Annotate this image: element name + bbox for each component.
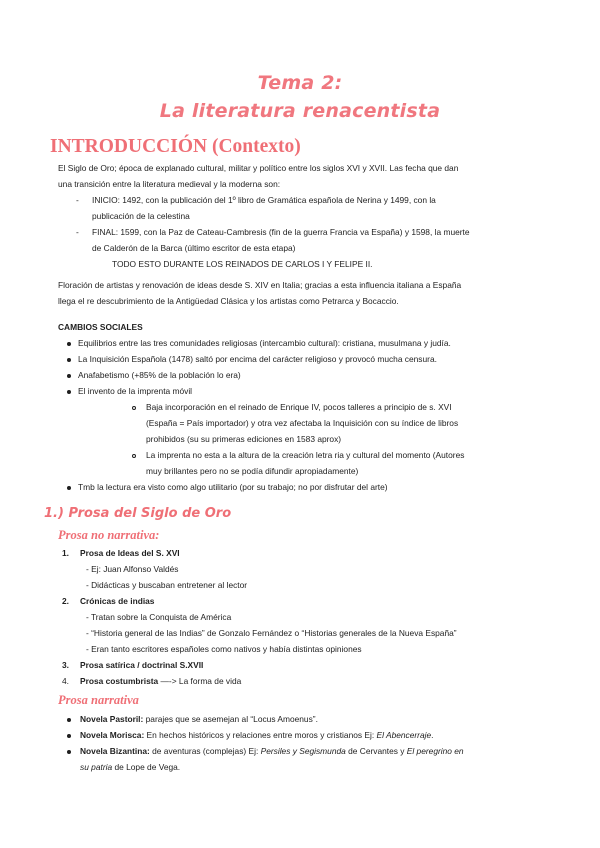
cronicas-detail-2: - “Historia general de las Indias” de Gonzalo Fernández o “Historias generales de la Nueva España”	[86, 628, 457, 638]
list-number: 2.	[62, 596, 69, 606]
inicio-line-1: INICIO: 1492, con la publicación del 1º libro de Gramática española de Nerina y 1499, con la	[92, 195, 436, 205]
novela-morisca-item	[80, 728, 433, 744]
prosa-costumbrista-line	[80, 674, 241, 690]
intro-heading: INTRODUCCIÓN (Contexto)	[50, 136, 301, 157]
novela-bizantina-end: de Lope de Vega.	[112, 762, 181, 772]
prosa-ideas-detail-1: - Ej: Juan Alfonso Valdés	[86, 564, 179, 574]
cambios-item: Anafabetismo (+85% de la población lo era)	[78, 370, 241, 380]
prosa-satirica-title: Prosa satírica / doctrinal S.XVII	[80, 660, 204, 670]
prosa-heading: 1.) Prosa del Siglo de Oro	[44, 506, 232, 521]
final-line-1: FINAL: 1599, con la Paz de Cateau-Cambresis (fin de la guerra Francia va España) y 1598, la muerte	[92, 227, 470, 237]
prosa-costumbrista-title: Prosa costumbrista	[80, 676, 159, 686]
list-number: 1.	[62, 548, 69, 558]
reinados-note: TODO ESTO DURANTE LOS REINADOS DE CARLOS I Y FELIPE II.	[112, 259, 373, 269]
novela-bizantina-desc: de aventuras (complejas) Ej:	[149, 746, 261, 756]
bullet-icon	[67, 750, 71, 754]
prosa-ideas-title: Prosa de Ideas del S. XVI	[80, 548, 180, 558]
cronicas-detail-1: - Tratan sobre la Conquista de América	[86, 612, 232, 622]
final-line-2: de Calderón de la Barca (último escritor de esta etapa)	[92, 243, 296, 253]
bullet-icon	[67, 374, 71, 378]
bullet-icon	[67, 718, 71, 722]
peregrino-work-part-1: El peregrino en	[406, 746, 464, 756]
novela-bizantina-mid: de Cervantes y	[345, 746, 407, 756]
dash-marker: -	[76, 227, 79, 237]
imprenta-sub-2-line-2: muy brillantes pero no se podía difundir apropiadamente)	[146, 466, 359, 476]
sub-bullet-icon	[132, 454, 136, 458]
cambios-item: La Inquisición Española (1478) saltó por encima del carácter religioso y provocó mucha censura.	[78, 354, 437, 364]
abencerraje-work: El Abencerraje	[376, 730, 432, 740]
imprenta-sub-2-line-1: La imprenta no esta a la altura de la creación letra ria y cultural del momento (Autores	[146, 450, 465, 460]
intro-paragraph-line-1: El Siglo de Oro; época de explanado cultural, militar y político entre los siglos XVI y XVII. Las fecha que dan	[58, 163, 459, 173]
novela-bizantina-line-2	[80, 760, 180, 776]
novela-bizantina-item	[80, 744, 464, 760]
renaissance-paragraph-line-2: llega el re descubrimiento de la Antigüedad Clásica y los artistas como Petrarca y Bocaccio.	[58, 296, 399, 306]
list-number: 4.	[62, 676, 69, 686]
bullet-icon	[67, 734, 71, 738]
bullet-icon	[67, 358, 71, 362]
bullet-icon	[67, 390, 71, 394]
novela-pastoril-desc: parajes que se asemejan al “Locus Amoenus”.	[143, 714, 318, 724]
prosa-costumbrista-desc: —-> La forma de vida	[158, 676, 242, 686]
persiles-work: Persiles y Segismunda	[260, 746, 346, 756]
renaissance-paragraph-line-1: Floración de artistas y renovación de ideas desde S. XIV en Italia; gracias a esta influencia italiana a España	[58, 280, 462, 290]
sub-bullet-icon	[132, 406, 136, 410]
title-line-1: Tema 2:	[257, 72, 343, 94]
bullet-icon	[67, 486, 71, 490]
cambios-item: Equilibrios entre las tres comunidades religiosas (intercambio cultural): cristiana, musulmana y judía.	[78, 338, 451, 348]
peregrino-work-part-2: su patria	[80, 762, 113, 772]
cambios-item: El invento de la imprenta móvil	[78, 386, 193, 396]
prosa-ideas-detail-2: - Didácticas y buscaban entretener al lector	[86, 580, 248, 590]
bullet-icon	[67, 342, 71, 346]
dash-marker: -	[76, 195, 79, 205]
imprenta-sub-1-line-3: prohibidos (su su primeras ediciones en 1583 aprox)	[146, 434, 342, 444]
prosa-no-narrativa-heading: Prosa no narrativa:	[58, 528, 160, 542]
imprenta-sub-1-line-2: (España = País importador) y otra vez afectaba la Inquisición con su índice de libros	[146, 418, 459, 428]
lectura-item: Tmb la lectura era visto como algo utilitario (por su trabajo; no por disfrutar del arte)	[78, 482, 388, 492]
prosa-narrativa-heading: Prosa narrativa	[58, 693, 139, 707]
novela-pastoril-title: Novela Pastoril:	[80, 714, 144, 724]
title-line-2: La literatura renacentista	[159, 100, 441, 122]
novela-morisca-end: .	[431, 730, 434, 740]
list-number: 3.	[62, 660, 69, 670]
cambios-heading: CAMBIOS SOCIALES	[58, 322, 143, 332]
inicio-line-2: publicación de la celestina	[92, 211, 190, 221]
novela-morisca-desc: En hechos históricos y relaciones entre moros y cristianos Ej:	[144, 730, 377, 740]
novela-bizantina-title: Novela Bizantina:	[80, 746, 150, 756]
novela-pastoril-item	[80, 712, 318, 728]
novela-morisca-title: Novela Morisca:	[80, 730, 145, 740]
intro-paragraph-line-2: una transición entre la literatura medieval y la moderna son:	[58, 179, 281, 189]
cronicas-title: Crónicas de indias	[80, 596, 155, 606]
cronicas-detail-3: - Eran tanto escritores españoles como nativos y había distintas opiniones	[86, 644, 362, 654]
imprenta-sub-1-line-1: Baja incorporación en el reinado de Enrique IV, pocos talleres a principio de s. XVI	[146, 402, 452, 412]
